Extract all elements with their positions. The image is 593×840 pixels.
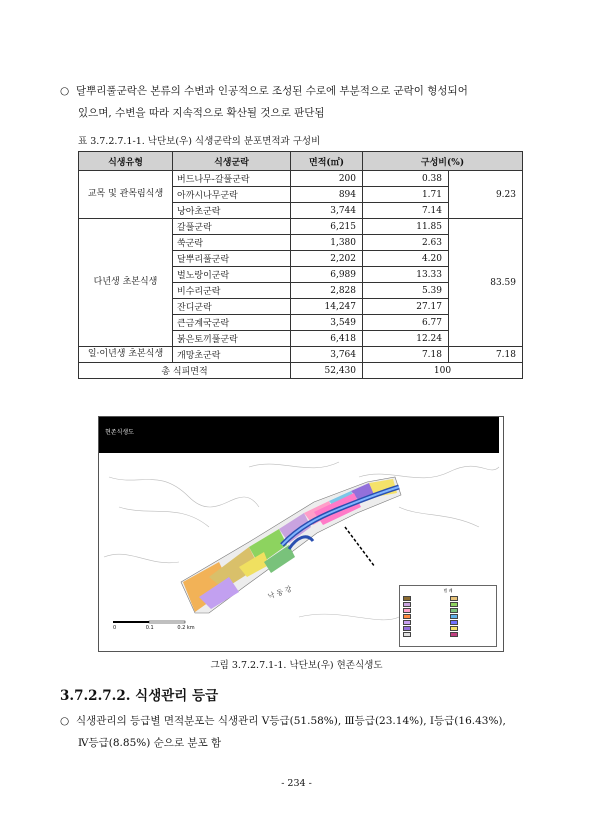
scale-label: 0.2 km — [177, 625, 195, 631]
legend-swatch — [403, 614, 411, 619]
legend-swatch — [450, 632, 458, 637]
total-row — [79, 363, 523, 379]
vegetation-type-cell: 다년생 초본식생 — [79, 219, 173, 347]
page-number: - 234 - — [281, 778, 312, 789]
legend-swatch — [450, 596, 458, 601]
area-cell: 6,418 — [291, 331, 363, 347]
community-cell: 갈풀군락 — [173, 219, 291, 235]
intro-paragraph — [60, 80, 540, 124]
area-cell: 2,828 — [291, 283, 363, 299]
table-row — [79, 347, 523, 363]
river-label: 낙 동 강 — [266, 584, 293, 601]
legend-swatch — [450, 614, 458, 619]
legend-item — [450, 596, 494, 601]
legend-swatch — [403, 596, 411, 601]
ratio-cell: 7.18 — [363, 347, 449, 363]
legend-item — [450, 626, 494, 631]
area-cell: 894 — [291, 187, 363, 203]
area-cell: 6,215 — [291, 219, 363, 235]
legend-swatch — [403, 626, 411, 631]
section-heading — [60, 684, 218, 704]
header-ratio: 구성비(%) — [363, 152, 523, 171]
legend-swatch — [450, 620, 458, 625]
area-cell: 3,764 — [291, 347, 363, 363]
area-cell: 2,202 — [291, 251, 363, 267]
community-cell: 붉은토끼풀군락 — [173, 331, 291, 347]
ratio-cell: 4.20 — [363, 251, 449, 267]
legend-item — [450, 614, 494, 619]
legend-item — [403, 602, 447, 607]
legend-item — [450, 602, 494, 607]
subtotal-cell: 83.59 — [449, 219, 523, 347]
ratio-cell: 0.38 — [363, 171, 449, 187]
figure-caption: 그림 3.7.2.7.1-1. 낙단보(우) 현존식생도 — [210, 660, 383, 671]
legend-item — [450, 620, 494, 625]
area-cell: 1,380 — [291, 235, 363, 251]
bullet: ○ — [60, 85, 70, 97]
area-cell: 6,989 — [291, 267, 363, 283]
community-cell: 잔디군락 — [173, 299, 291, 315]
community-cell: 낭아초군락 — [173, 203, 291, 219]
community-cell: 아까시나무군락 — [173, 187, 291, 203]
legend-swatch — [403, 620, 411, 625]
grade-paragraph — [60, 710, 540, 754]
legend-item — [403, 608, 447, 613]
area-cell: 3,549 — [291, 315, 363, 331]
table-caption: 표 3.7.2.7.1-1. 낙단보(우) 식생군락의 분포면적과 구성비 — [78, 136, 321, 147]
vegetation-map — [98, 416, 504, 652]
map-header: 현존식생도 — [99, 417, 499, 453]
ratio-cell: 2.63 — [363, 235, 449, 251]
community-cell: 쑥군락 — [173, 235, 291, 251]
legend-title: 범 례 — [443, 588, 453, 593]
grade-line-1: 식생관리의 등급별 면적분포는 식생관리 V등급(51.58%), Ⅲ등급(23.14%), I등급(16.43%), — [76, 715, 506, 727]
ratio-cell: 1.71 — [363, 187, 449, 203]
legend-item — [403, 626, 447, 631]
legend-swatch — [403, 608, 411, 613]
header-area: 면적(㎡) — [291, 152, 363, 171]
ratio-cell: 27.17 — [363, 299, 449, 315]
area-cell: 3,744 — [291, 203, 363, 219]
table-body — [79, 171, 523, 379]
bullet: ○ — [60, 715, 70, 727]
community-cell: 큰금계국군락 — [173, 315, 291, 331]
legend-item — [403, 620, 447, 625]
ratio-cell: 11.85 — [363, 219, 449, 235]
ratio-cell: 12.24 — [363, 331, 449, 347]
ratio-cell: 6.77 — [363, 315, 449, 331]
total-label: 총 식피면적 — [79, 363, 291, 379]
community-cell: 벌노랑이군락 — [173, 267, 291, 283]
community-cell: 달뿌리풀군락 — [173, 251, 291, 267]
ratio-cell: 5.39 — [363, 283, 449, 299]
legend-swatch — [450, 608, 458, 613]
total-ratio: 100 — [363, 363, 523, 379]
legend-item — [403, 632, 447, 637]
legend-item — [450, 632, 494, 637]
ratio-cell: 13.33 — [363, 267, 449, 283]
intro-line-1: 달뿌리풀군락은 본류의 수변과 인공적으로 조성된 수로에 부분적으로 군락이 형성되어 — [76, 85, 468, 97]
grade-line-2: Ⅳ등급(8.85%) 순으로 분포 함 — [78, 737, 222, 749]
legend-swatch — [403, 632, 411, 637]
community-cell: 비수리군락 — [173, 283, 291, 299]
total-area: 52,430 — [291, 363, 363, 379]
intro-line-2: 있으며, 수변을 따라 지속적으로 확산될 것으로 판단됨 — [78, 107, 325, 119]
legend-item — [403, 596, 447, 601]
section-title: 식생관리 등급 — [135, 688, 219, 704]
header-community: 식생군락 — [173, 152, 291, 171]
area-cell: 14,247 — [291, 299, 363, 315]
scale-label: 0 — [113, 625, 117, 631]
scale-label: 0.1 — [145, 625, 154, 631]
legend-item — [450, 608, 494, 613]
area-cell: 200 — [291, 171, 363, 187]
legend-swatch — [450, 626, 458, 631]
header-type: 식생유형 — [79, 152, 173, 171]
community-cell: 개망초군락 — [173, 347, 291, 363]
subtotal-cell: 7.18 — [449, 347, 523, 363]
map-legend — [399, 585, 497, 647]
legend-item — [403, 614, 447, 619]
community-cell: 버드나무-갈풀군락 — [173, 171, 291, 187]
table-row — [79, 219, 523, 235]
table-row — [79, 171, 523, 187]
vegetation-type-cell: 교목 및 관목림식생 — [79, 171, 173, 219]
subtotal-cell: 9.23 — [449, 171, 523, 219]
legend-swatch — [450, 602, 458, 607]
vegetation-type-cell: 일·이년생 초본식생 — [79, 347, 173, 363]
vegetation-table — [78, 151, 523, 379]
scale-bar — [113, 621, 185, 623]
legend-swatch — [403, 602, 411, 607]
legend-grid — [400, 594, 496, 639]
section-number: 3.7.2.7.2. — [60, 688, 131, 704]
ratio-cell: 7.14 — [363, 203, 449, 219]
scale-labels — [113, 625, 195, 631]
